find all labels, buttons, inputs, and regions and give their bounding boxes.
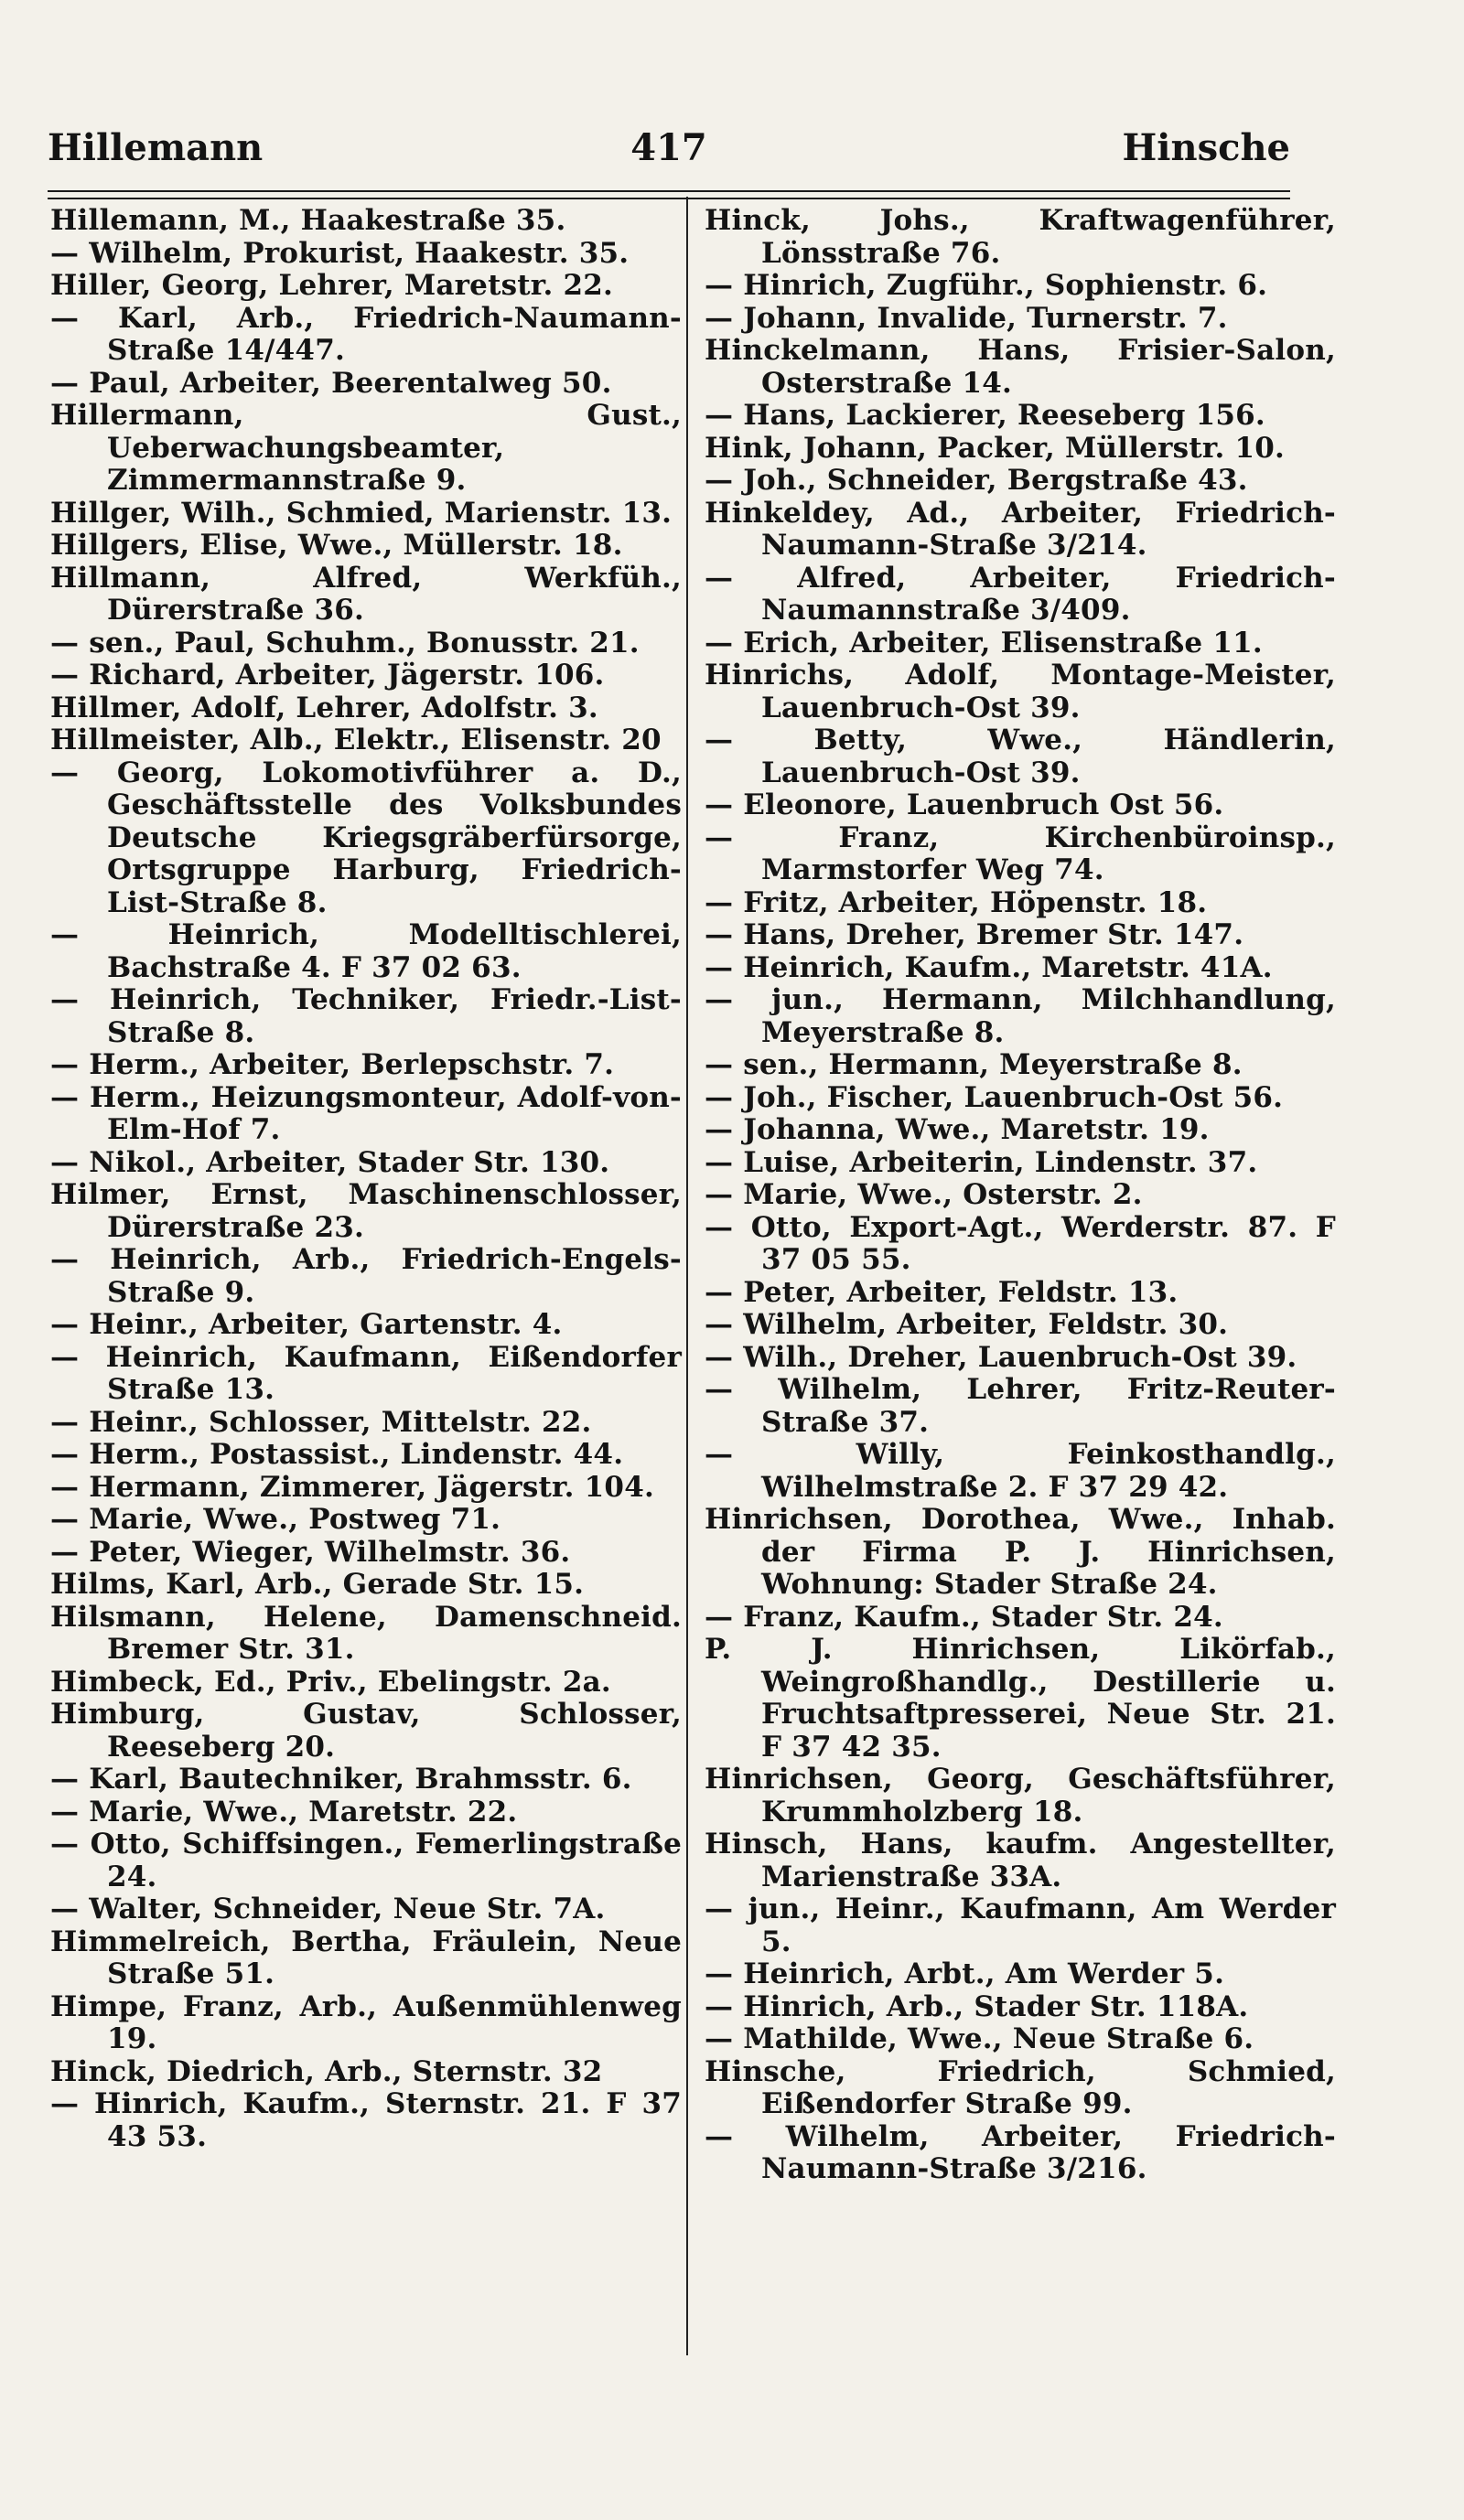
directory-entry: — Marie, Wwe., Osterstr. 2. — [705, 1178, 1143, 1211]
header-last-entry: Hinsche — [1122, 126, 1290, 169]
directory-entry: — jun., Heinr., Kaufmann, Am Werder 5. — [705, 1893, 1336, 1958]
directory-entry: — sen., Hermann, Meyerstraße 8. — [705, 1048, 1243, 1081]
directory-entry: Hilms, Karl, Arb., Gerade Str. 15. — [50, 1568, 585, 1601]
directory-entry: — Marie, Wwe., Maretstr. 22. — [50, 1795, 518, 1828]
left-column — [50, 205, 682, 2153]
directory-entry: — Hinrich, Kaufm., Sternstr. 21. F 37 43 53. — [50, 2087, 682, 2153]
directory-entry: — Otto, Export-Agt., Werderstr. 87. F 37 05 55. — [705, 1210, 1336, 1276]
directory-entry: — Erich, Arbeiter, Elisenstraße 11. — [705, 626, 1263, 659]
directory-entry: — Heinr., Arbeiter, Gartenstr. 4. — [50, 1308, 563, 1341]
directory-entry: — Heinrich, Techniker, Friedr.-List-Straße 8. — [50, 983, 682, 1049]
directory-entry: — Fritz, Arbeiter, Höpenstr. 18. — [705, 885, 1208, 919]
directory-entry: — Otto, Schiffsingen., Femerlingstraße 24. — [50, 1828, 682, 1893]
directory-entry: — Hans, Dreher, Bremer Str. 147. — [705, 918, 1244, 951]
right-column — [705, 205, 1336, 2186]
directory-entry: — Wilhelm, Arbeiter, Friedrich-Naumann-Straße 3/216. — [705, 2119, 1336, 2185]
directory-entry: Hillmeister, Alb., Elektr., Elisenstr. 20 — [50, 724, 662, 756]
directory-entry: — Hans, Lackierer, Reeseberg 156. — [705, 399, 1265, 432]
directory-entry: — Mathilde, Wwe., Neue Straße 6. — [705, 2022, 1254, 2055]
directory-entry: Hinrichsen, Georg, Geschäftsführer, Krummholzberg 18. — [705, 1763, 1336, 1828]
header-first-entry: Hillemann — [48, 126, 264, 169]
directory-entry: — Hinrich, Arb., Stader Str. 118A. — [705, 1989, 1249, 2023]
directory-entry: — Wilhelm, Lehrer, Fritz-Reuter-Straße 37. — [705, 1373, 1336, 1439]
directory-entry: — Alfred, Arbeiter, Friedrich-Naumannstraße 3/409. — [705, 561, 1336, 627]
directory-entry: Hinrichs, Adolf, Montage-Meister, Lauenbruch-Ost 39. — [705, 659, 1336, 724]
directory-entry: — Heinrich, Arbt., Am Werder 5. — [705, 1957, 1225, 1990]
directory-entry: Hinkeldey, Ad., Arbeiter, Friedrich-Naumann-Straße 3/214. — [705, 496, 1336, 562]
directory-entry: — Luise, Arbeiterin, Lindenstr. 37. — [705, 1145, 1258, 1179]
directory-entry: — Karl, Bautechniker, Brahmsstr. 6. — [50, 1763, 632, 1796]
directory-entry: Hillger, Wilh., Schmied, Marienstr. 13. — [50, 496, 673, 530]
directory-entry: — Hermann, Zimmerer, Jägerstr. 104. — [50, 1470, 654, 1504]
directory-entry: Hinckelmann, Hans, Frisier-Salon, Osterstraße 14. — [705, 334, 1336, 400]
running-header — [48, 126, 1290, 181]
column-divider — [686, 197, 688, 2355]
header-rule-top — [48, 190, 1290, 192]
directory-entry: Hink, Johann, Packer, Müllerstr. 10. — [705, 431, 1286, 465]
directory-entry: Himburg, Gustav, Schlosser, Reeseberg 20. — [50, 1698, 682, 1764]
directory-entry: Hinck, Johs., Kraftwagenführer, Lönsstraße 76. — [705, 204, 1336, 270]
page-number: 417 — [630, 126, 707, 169]
directory-entry: — Peter, Arbeiter, Feldstr. 13. — [705, 1275, 1179, 1309]
directory-entry: Hinck, Diedrich, Arb., Sternstr. 32 — [50, 2054, 603, 2088]
directory-entry: — Heinrich, Arb., Friedrich-Engels-Straße 9. — [50, 1243, 682, 1309]
directory-entry: — Johann, Invalide, Turnerstr. 7. — [705, 301, 1228, 335]
directory-entry: P. J. Hinrichsen, Likörfab., Weingroßhandlg., Destillerie u. Fruchtsaftpresserei, Neue Str. 21. F 37 42 35. — [705, 1633, 1336, 1764]
directory-entry: — Willy, Feinkosthandlg., Wilhelmstraße 2. F 37 29 42. — [705, 1438, 1336, 1504]
directory-entry: — Peter, Wieger, Wilhelmstr. 36. — [50, 1535, 571, 1569]
directory-entry: — jun., Hermann, Milchhandlung, Meyerstraße 8. — [705, 983, 1336, 1049]
directory-entry: — Walter, Schneider, Neue Str. 7A. — [50, 1893, 606, 1925]
directory-entry: — Marie, Wwe., Postweg 71. — [50, 1503, 501, 1536]
directory-entry: Hinsch, Hans, kaufm. Angestellter, Marienstraße 33A. — [705, 1828, 1336, 1893]
header-rule-bottom — [48, 198, 1290, 199]
directory-entry: — Heinrich, Kaufmann, Eißendorfer Straße 13. — [50, 1340, 682, 1406]
directory-entry: — Wilh., Dreher, Lauenbruch-Ost 39. — [705, 1340, 1297, 1374]
directory-entry: — Wilhelm, Arbeiter, Feldstr. 30. — [705, 1308, 1229, 1341]
directory-entry: — Georg, Lokomotivführer a. D., Geschäftsstelle des Volksbundes Deutsche Kriegsgräberfürsorge, Ortsgruppe Harburg, Friedrich-List-Straße 8. — [50, 756, 682, 919]
directory-entry: — Heinrich, Modelltischlerei, Bachstraße 4. F 37 02 63. — [50, 918, 682, 984]
directory-entry: Himmelreich, Bertha, Fräulein, Neue Straße 51. — [50, 1925, 682, 1990]
directory-entry: — Franz, Kaufm., Stader Str. 24. — [705, 1600, 1223, 1634]
directory-entry: Hiller, Georg, Lehrer, Maretstr. 22. — [50, 269, 613, 302]
directory-entry: — Herm., Arbeiter, Berlepschstr. 7. — [50, 1048, 615, 1081]
directory-entry: — Franz, Kirchenbüroinsp., Marmstorfer Weg 74. — [705, 820, 1336, 886]
directory-entry: — Eleonore, Lauenbruch Ost 56. — [705, 788, 1224, 821]
directory-entry: Hillmann, Alfred, Werkfüh., Dürerstraße 36. — [50, 561, 682, 627]
directory-entry: Hillmer, Adolf, Lehrer, Adolfstr. 3. — [50, 691, 598, 724]
directory-entry: — Paul, Arbeiter, Beerentalweg 50. — [50, 366, 612, 400]
directory-entry: — Joh., Fischer, Lauenbruch-Ost 56. — [705, 1080, 1284, 1114]
directory-entry: Hinsche, Friedrich, Schmied, Eißendorfer Straße 99. — [705, 2054, 1336, 2120]
directory-entry: — Richard, Arbeiter, Jägerstr. 106. — [50, 659, 605, 692]
directory-entry: — Heinr., Schlosser, Mittelstr. 22. — [50, 1405, 592, 1439]
directory-entry: — Hinrich, Zugführ., Sophienstr. 6. — [705, 269, 1268, 302]
directory-entry: Hilsmann, Helene, Damenschneid. Bremer Str. 31. — [50, 1600, 682, 1666]
directory-entry: — Johanna, Wwe., Maretstr. 19. — [705, 1113, 1210, 1146]
directory-entry: — Karl, Arb., Friedrich-Naumann-Straße 14/447. — [50, 301, 682, 367]
directory-entry: — Joh., Schneider, Bergstraße 43. — [705, 464, 1248, 497]
directory-entry: — Herm., Postassist., Lindenstr. 44. — [50, 1438, 624, 1471]
directory-entry: Hilmer, Ernst, Maschinenschlosser, Dürerstraße 23. — [50, 1178, 682, 1244]
directory-entry: Hillgers, Elise, Wwe., Müllerstr. 18. — [50, 529, 623, 562]
directory-entry: — Heinrich, Kaufm., Maretstr. 41A. — [705, 950, 1273, 984]
directory-entry: — Wilhelm, Prokurist, Haakestr. 35. — [50, 236, 630, 270]
directory-entry: Hinrichsen, Dorothea, Wwe., Inhab. der Firma P. J. Hinrichsen, Wohnung: Stader Straße 24. — [705, 1503, 1336, 1601]
directory-entry: — Herm., Heizungsmonteur, Adolf-von-Elm-Hof 7. — [50, 1080, 682, 1146]
directory-entry: Hillemann, M., Haakestraße 35. — [50, 204, 566, 237]
directory-entry: — Betty, Wwe., Händlerin, Lauenbruch-Ost 39. — [705, 724, 1336, 789]
directory-entry: Himpe, Franz, Arb., Außenmühlenweg 19. — [50, 1989, 682, 2055]
directory-entry: — Nikol., Arbeiter, Stader Str. 130. — [50, 1145, 610, 1179]
directory-entry: — sen., Paul, Schuhm., Bonusstr. 21. — [50, 626, 640, 659]
directory-entry: Himbeck, Ed., Priv., Ebelingstr. 2a. — [50, 1665, 611, 1699]
directory-entry: Hillermann, Gust., Ueberwachungsbeamter, Zimmermannstraße 9. — [50, 399, 682, 497]
